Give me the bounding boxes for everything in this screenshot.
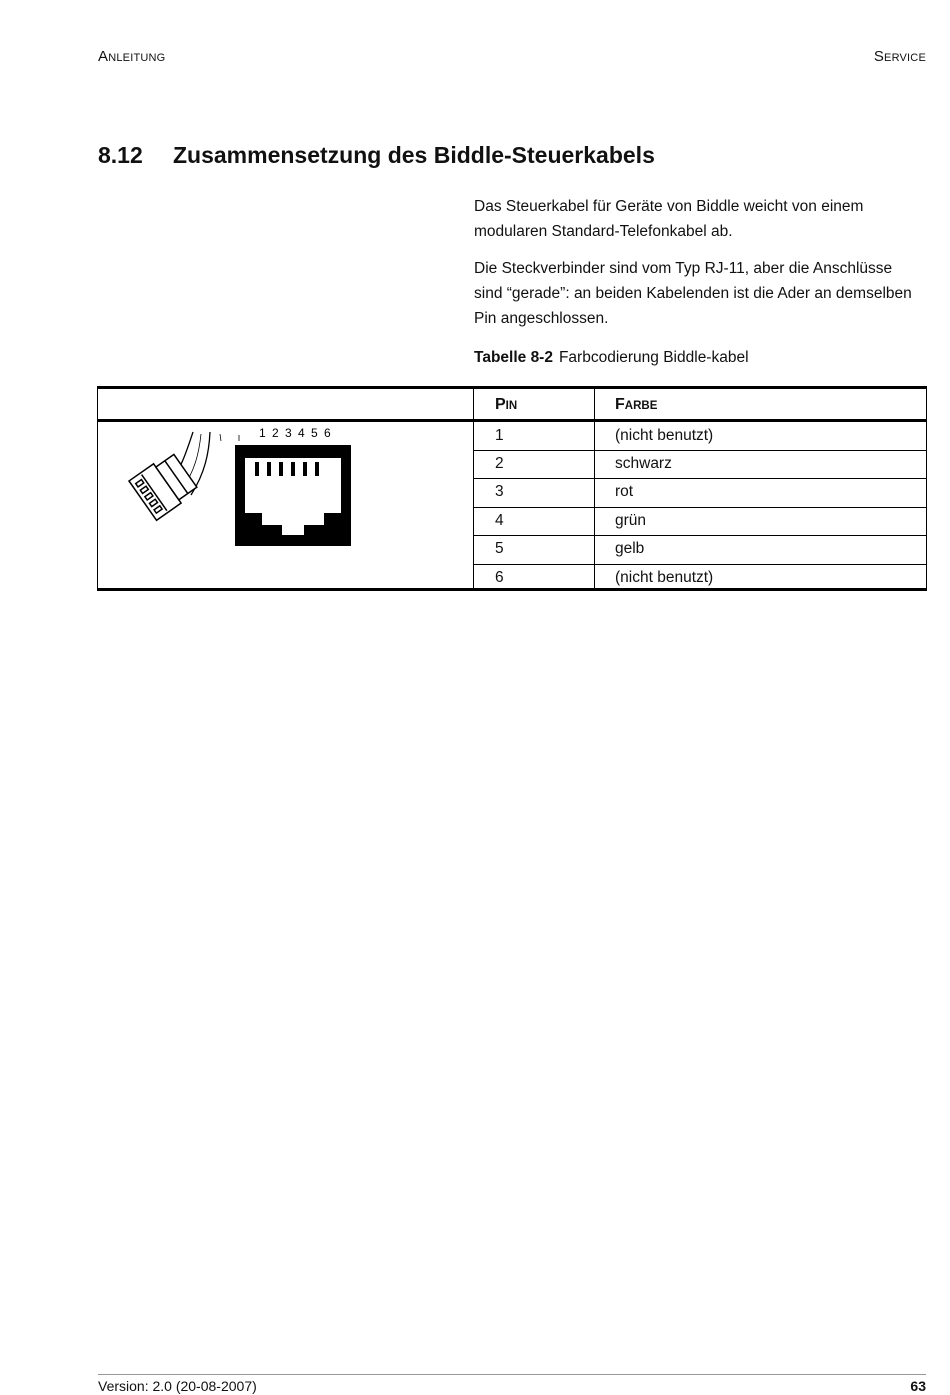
- column-header-color-initial: F: [615, 396, 625, 413]
- section-heading: [98, 142, 655, 169]
- rj11-connector-illustration: [117, 425, 357, 550]
- table-cell-pin: 2: [495, 455, 504, 472]
- table-cell-pin: 6: [495, 569, 504, 586]
- table-row-rule: [473, 535, 927, 536]
- header-left-initial: A: [98, 48, 109, 65]
- table-cell-pin: 5: [495, 540, 504, 557]
- rj11-plug-icon: [129, 451, 199, 520]
- header-right-initial: S: [873, 48, 885, 65]
- table-cell-color: grün: [615, 512, 647, 529]
- jack-pin-numbers: 1 2 3 4 5 6: [259, 426, 333, 440]
- footer-rule: [98, 1374, 926, 1375]
- table-caption-text: Farbcodierung Biddle-kabel: [558, 349, 749, 366]
- footer-version: Version: 2.0 (20-08-2007): [98, 1378, 257, 1394]
- column-header-pin-initial: P: [495, 396, 506, 413]
- paragraph-intro: Das Steuerkabel für Geräte von Biddle weicht von einem modularen Standard-Telefonkabel ab.: [474, 198, 864, 240]
- column-header-color-rest: ARBE: [624, 400, 658, 412]
- column-header-color: [615, 391, 657, 420]
- column-header-pin: [495, 391, 517, 420]
- table-cell-color: gelb: [615, 540, 645, 557]
- table-header-rule-left: [97, 419, 473, 422]
- table-caption: [474, 349, 749, 367]
- running-header-right: [874, 48, 926, 65]
- table-cell-pin: 4: [495, 512, 504, 529]
- table-cell-pin: 3: [495, 483, 504, 500]
- table-cell-color: (nicht benutzt): [615, 427, 714, 444]
- table-row-rule: [473, 507, 927, 508]
- column-header-pin-rest: IN: [505, 400, 518, 412]
- header-right-rest: ERVICE: [884, 52, 926, 64]
- table-cell-pin: 1: [495, 427, 504, 444]
- rj11-jack-icon: [235, 445, 351, 546]
- table-cell-color: (nicht benutzt): [615, 569, 714, 586]
- table-cell-color: schwarz: [615, 455, 672, 472]
- running-header-left: [98, 48, 165, 65]
- section-title-text: Zusammensetzung des Biddle-Steuerkabels: [173, 142, 655, 168]
- section-number: 8.12: [98, 142, 143, 168]
- table-row-rule: [473, 450, 927, 451]
- table-caption-label: Tabelle 8-2: [474, 349, 553, 366]
- page-number: 63: [910, 1378, 926, 1394]
- color-coding-table: [97, 386, 927, 591]
- table-row-rule: [473, 478, 927, 479]
- table-cell-color: rot: [615, 483, 634, 500]
- paragraph-connectors: Die Steckverbinder sind vom Typ RJ-11, aber die Anschlüsse sind “gerade”: an beiden Kabelenden ist die Ader an demselben Pin angeschlossen.: [474, 260, 912, 327]
- header-left-rest: NLEITUNG: [108, 52, 166, 64]
